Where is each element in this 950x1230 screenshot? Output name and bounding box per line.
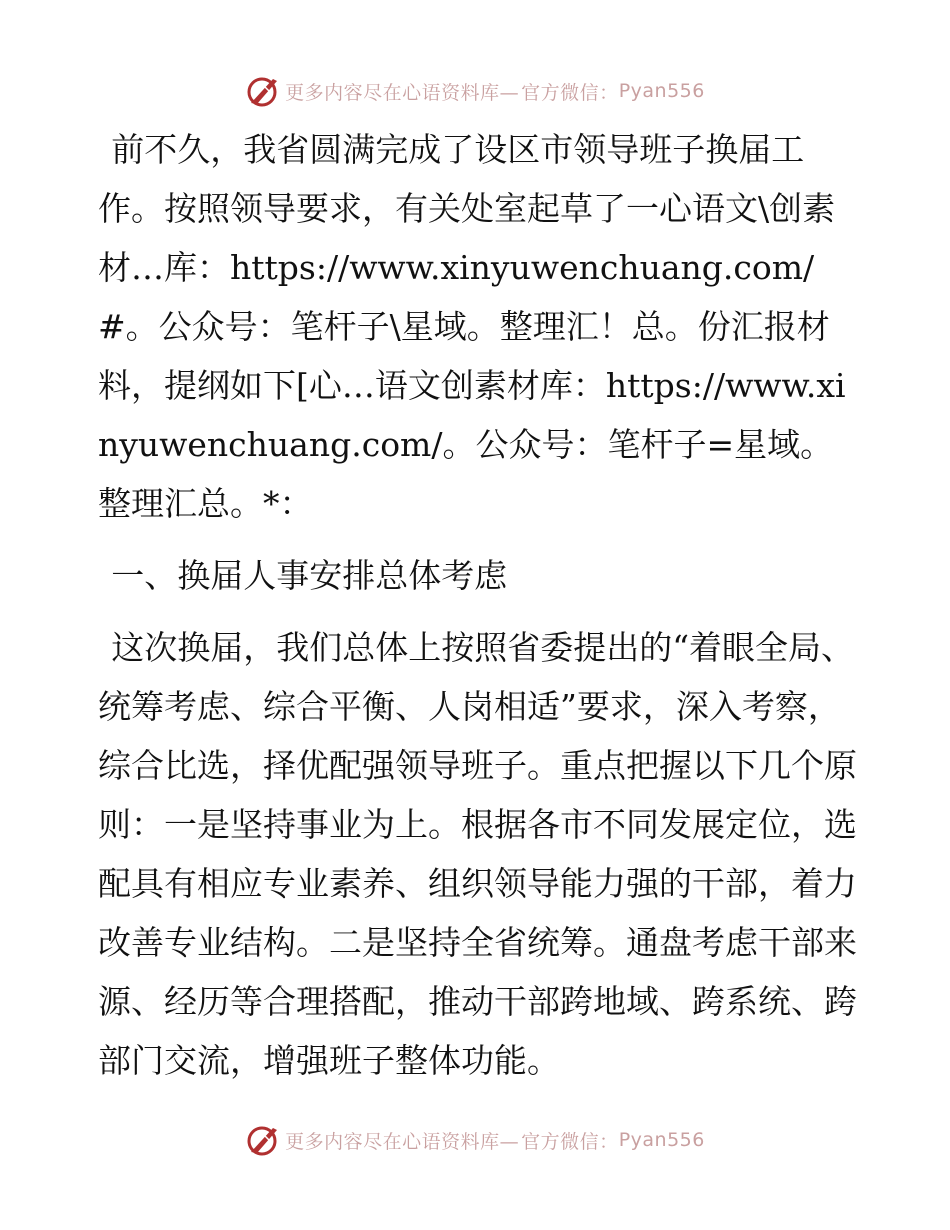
paragraph-intro: 前不久，我省圆满完成了设区市领导班子换届工作。按照领导要求，有关处室起草了一心语文\创素材…库：https://www.xinyuwenchuang.com/#。公众号：笔杆子\星域。整理汇！总。份汇报材料，提纲如下[心…语文创素材库：https://www.xinyuwenchuang.com/。公众号：笔杆子=星域。整理汇总。*： [98, 130, 846, 523]
header-promo-text: 更多内容尽在心语资料库— [285, 81, 520, 104]
footer-promo-text: 更多内容尽在心语资料库— [285, 1130, 520, 1153]
section-heading: 一、换届人事安排总体考虑 [111, 556, 508, 595]
header-wechat-handle: Pyan556 [618, 80, 705, 102]
footer-wechat-handle: Pyan556 [618, 1129, 705, 1151]
footer-banner [0, 1120, 950, 1160]
footer-wechat-label: 官方微信： [521, 1130, 619, 1153]
header-banner [0, 71, 950, 111]
quill-logo-icon [245, 1122, 281, 1158]
quill-logo-icon [245, 73, 281, 109]
paragraph-principles: 这次换届，我们总体上按照省委提出的“着眼全局、统筹考虑、综合平衡、人岗相适”要求，深入考察，综合比选，择优配强领导班子。重点把握以下几个原则：一是坚持事业为上。根据各市不同发展定位，选配具有相应专业素养、组织领导能力强的干部，着力改善专业结构。二是坚持全省统筹。通盘考虑干部来源、经历等合理搭配，推动干部跨地域、跨系统、跨部门交流，增强班子整体功能。 [98, 628, 857, 1080]
document-body [98, 120, 858, 1103]
header-wechat-label: 官方微信： [521, 81, 619, 104]
